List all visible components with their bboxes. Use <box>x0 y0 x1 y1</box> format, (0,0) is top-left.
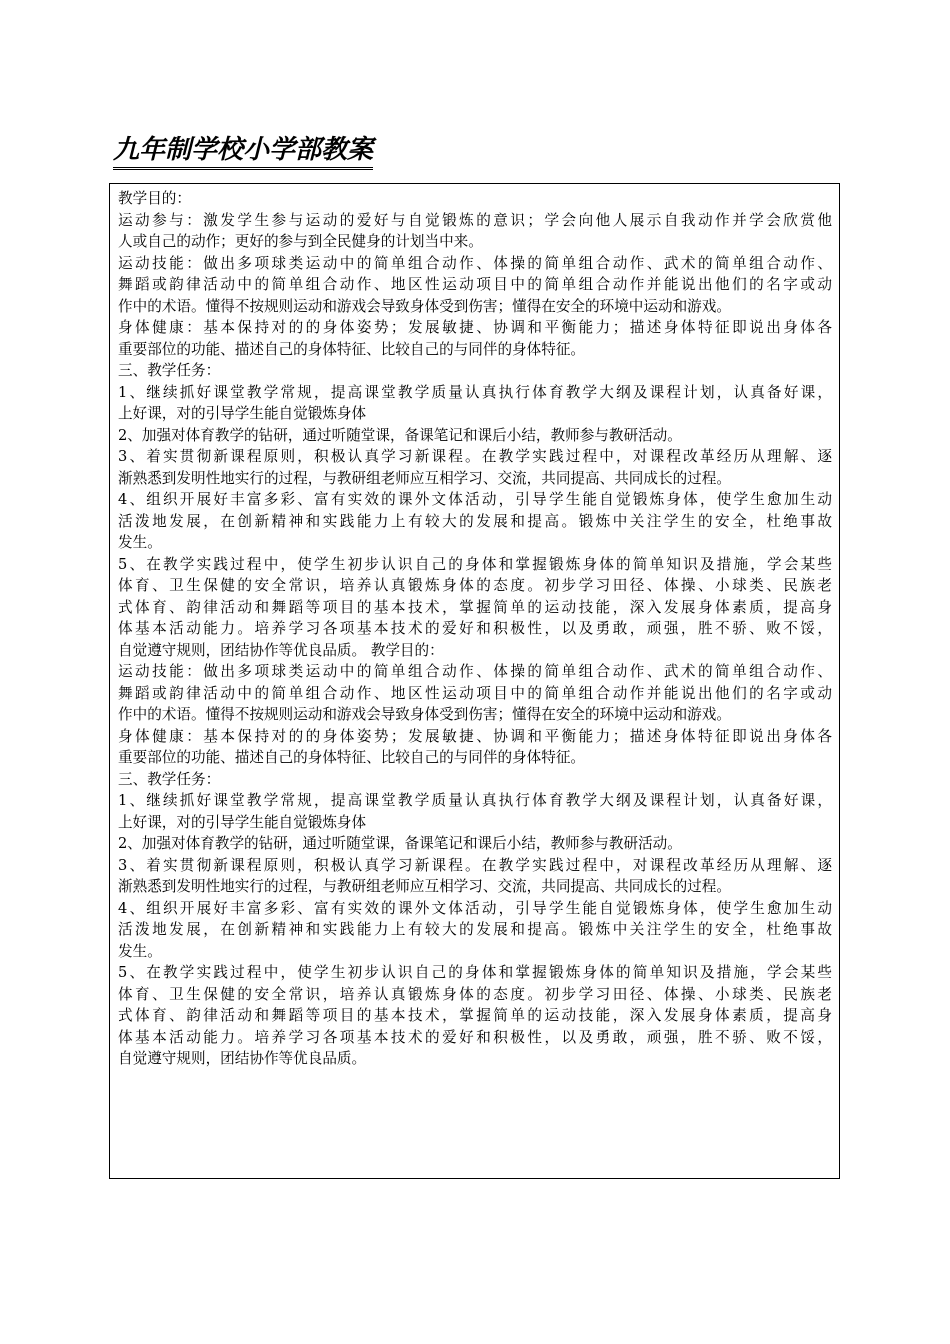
text-line: 身体健康：基本保持对的的身体姿势；发展敏捷、协调和平衡能力；描述身体特征即说出身体各 <box>118 319 832 336</box>
text-line: 运动参与：激发学生参与运动的爱好与自觉锻炼的意识；学会向他人展示自我动作并学会欣赏他 <box>118 211 832 229</box>
text-line: 上好课，对的引导学生能自觉锻炼身体 <box>118 813 367 831</box>
text-line: 三、教学任务： <box>118 770 221 788</box>
text-line: 重要部位的功能、描述自己的身体特征、比较自己的与同伴的身体特征。 <box>118 749 586 766</box>
text-line: 3、着实贯彻新课程原则，积极认真学习新课程。在教学实践过程中，对课程改革经历从理解、逐 <box>118 448 832 465</box>
page-title: 九年制学校小学部教案 <box>113 133 373 170</box>
text-line: 运动技能：做出多项球类运动中的简单组合动作、体操的简单组合动作、武术的简单组合动作、 <box>118 663 832 680</box>
text-line: 自觉遵守规则，团结协作等优良品质。 <box>118 1050 367 1067</box>
text-line: 运动技能：做出多项球类运动中的简单组合动作、体操的简单组合动作、武术的简单组合动作、 <box>118 254 832 272</box>
text-line: 渐熟悉到发明性地实行的过程，与教研组老师应互相学习、交流，共同提高、共同成长的过程。 <box>118 469 731 487</box>
text-line: 教学目的： <box>118 190 191 207</box>
text-line: 4、组织开展好丰富多彩、富有实效的课外文体活动，引导学生能自觉锻炼身体，使学生愈加生动 <box>118 899 832 917</box>
text-line: 发生。 <box>118 534 162 551</box>
text-line: 人或自己的动作；更好的参与到全民健身的计划当中来。 <box>118 233 483 250</box>
text-line: 体育、卫生保健的安全常识，培养认真锻炼身体的态度。初步学习田径、体操、小球类、民族老 <box>118 985 832 1003</box>
text-line: 作中的术语。懂得不按规则运动和游戏会导致身体受到伤害；懂得在安全的环境中运动和游戏。 <box>118 706 731 723</box>
text-line: 1、继续抓好课堂教学常规，提高课堂教学质量认真执行体育教学大纲及课程计划，认真备好课， <box>118 792 832 809</box>
text-line: 作中的术语。懂得不按规则运动和游戏会导致身体受到伤害；懂得在安全的环境中运动和游戏。 <box>118 297 731 315</box>
text-line: 5、在教学实践过程中，使学生初步认识自己的身体和掌握锻炼身体的简单知识及措施，学会某些 <box>118 555 832 573</box>
text-line: 活泼地发展，在创新精神和实践能力上有较大的发展和提高。锻炼中关注学生的安全，杜绝事故 <box>118 921 832 938</box>
text-line: 上好课，对的引导学生能自觉锻炼身体 <box>118 405 367 422</box>
text-line: 三、教学任务： <box>118 362 221 379</box>
text-line: 2、加强对体育教学的钻研，通过听随堂课，备课笔记和课后小结，教师参与教研活动。 <box>118 426 682 444</box>
text-line: 体育、卫生保健的安全常识，培养认真锻炼身体的态度。初步学习田径、体操、小球类、民族老 <box>118 577 832 594</box>
text-line: 3、着实贯彻新课程原则，积极认真学习新课程。在教学实践过程中，对课程改革经历从理解、逐 <box>118 856 832 874</box>
text-line: 身体健康：基本保持对的的身体姿势；发展敏捷、协调和平衡能力；描述身体特征即说出身体各 <box>118 727 832 745</box>
text-line: 舞蹈或韵律活动中的简单组合动作、地区性运动项目中的简单组合动作并能说出他们的名字或动 <box>118 276 832 293</box>
text-line: 活泼地发展，在创新精神和实践能力上有较大的发展和提高。锻炼中关注学生的安全，杜绝事故 <box>118 512 832 530</box>
text-line: 1、继续抓好课堂教学常规，提高课堂教学质量认真执行体育教学大纲及课程计划，认真备好课， <box>118 383 832 401</box>
text-line: 自觉遵守规则，团结协作等优良品质。 教学目的： <box>118 641 444 659</box>
text-line: 式体育、韵律活动和舞蹈等项目的基本技术，掌握简单的运动技能，深入发展身体素质，提高身 <box>118 598 832 616</box>
text-line: 2、加强对体育教学的钻研，通过听随堂课，备课笔记和课后小结，教师参与教研活动。 <box>118 835 682 852</box>
text-line: 重要部位的功能、描述自己的身体特征、比较自己的与同伴的身体特征。 <box>118 340 586 358</box>
text-line: 式体育、韵律活动和舞蹈等项目的基本技术，掌握简单的运动技能，深入发展身体素质，提高身 <box>118 1007 832 1024</box>
text-line: 4、组织开展好丰富多彩、富有实效的课外文体活动，引导学生能自觉锻炼身体，使学生愈加生动 <box>118 491 832 508</box>
text-line: 5、在教学实践过程中，使学生初步认识自己的身体和掌握锻炼身体的简单知识及措施，学会某些 <box>118 964 832 981</box>
text-line: 体基本活动能力。培养学习各项基本技术的爱好和积极性，以及勇敢，顽强，胜不骄、败不馁， <box>118 1028 832 1046</box>
text-line: 渐熟悉到发明性地实行的过程，与教研组老师应互相学习、交流，共同提高、共同成长的过程。 <box>118 878 731 895</box>
text-line: 体基本活动能力。培养学习各项基本技术的爱好和积极性，以及勇敢，顽强，胜不骄、败不馁， <box>118 620 832 637</box>
text-line: 舞蹈或韵律活动中的简单组合动作、地区性运动项目中的简单组合动作并能说出他们的名字或动 <box>118 684 832 702</box>
text-line: 发生。 <box>118 942 162 960</box>
lesson-plan-body <box>109 183 840 1179</box>
